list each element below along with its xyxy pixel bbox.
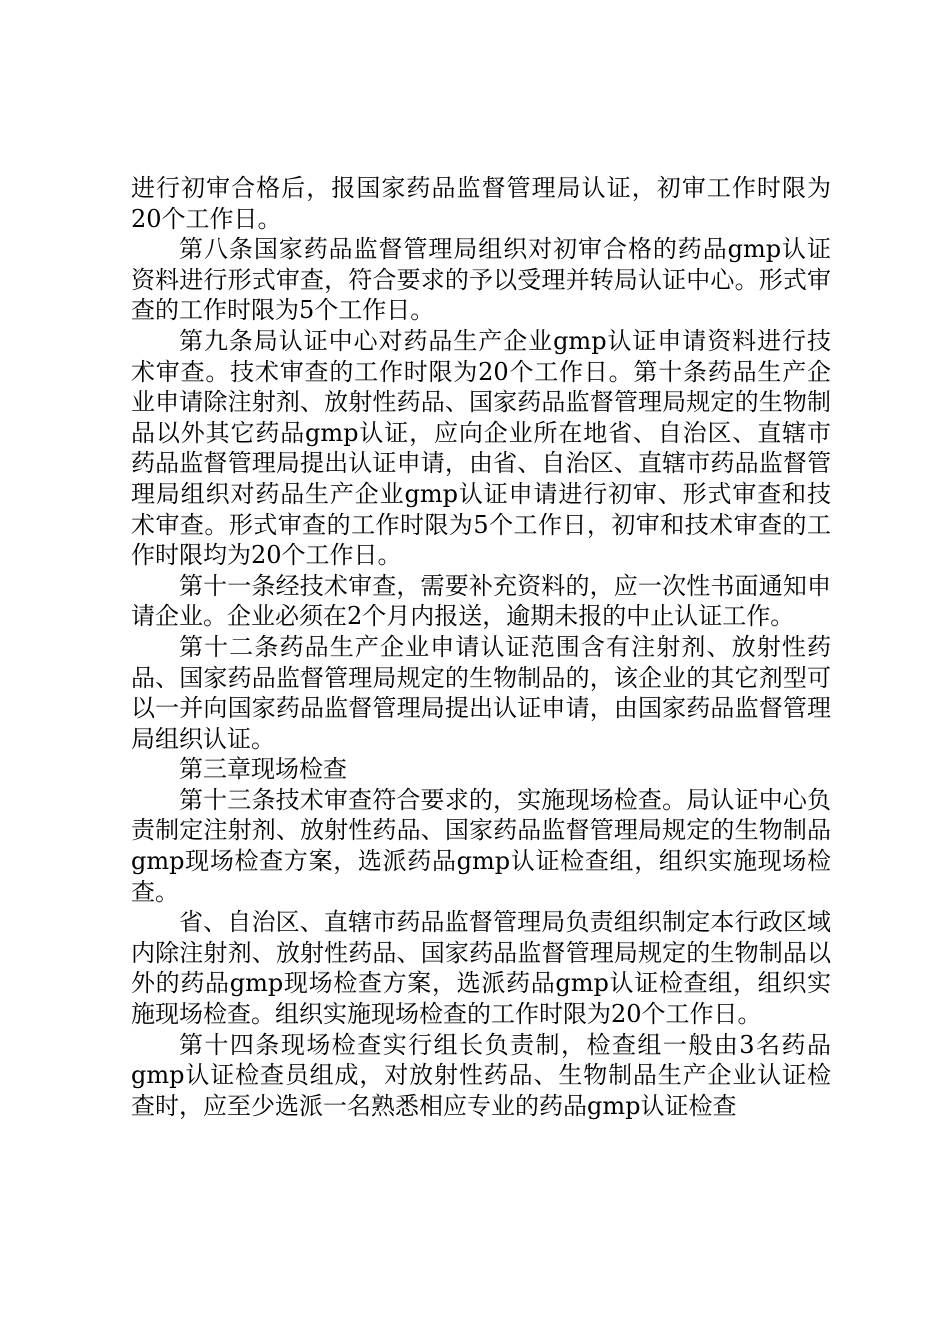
paragraph-article-12: 第十二条药品生产企业申请认证范围含有注射剂、放射性药品、国家药品监督管理局规定的生物制品的，该企业的其它剂型可以一并向国家药品监督管理局提出认证申请，由国家药品监督管理局组织认证。 (131, 632, 831, 753)
paragraph-continuation: 进行初审合格后，报国家药品监督管理局认证，初审工作时限为20个工作日。 (131, 174, 831, 233)
paragraph-article-14: 第十四条现场检查实行组长负责制，检查组一般由3名药品gmp认证检查员组成，对放射性药品、生物制品生产企业认证检查时，应至少选派一名熟悉相应专业的药品gmp认证检查 (131, 1030, 831, 1120)
paragraph-article-13: 第十三条技术审查符合要求的，实施现场检查。局认证中心负责制定注射剂、放射性药品、国家药品监督管理局规定的生物制品gmp现场检查方案，选派药品gmp认证检查组，组织实施现场检查。 (131, 785, 831, 906)
document-body (131, 173, 831, 1121)
paragraph-article-11: 第十一条经技术审查，需要补充资料的，应一次性书面通知申请企业。企业必须在2个月内报送，逾期未报的中止认证工作。 (131, 571, 831, 631)
paragraph-provincial-inspection: 省、自治区、直辖市药品监督管理局负责组织制定本行政区域内除注射剂、放射性药品、国家药品监督管理局规定的生物制品以外的药品gmp现场检查方案，选派药品gmp认证检查组，组织实施现场检查。组织实施现场检查的工作时限为20个工作日。 (131, 908, 831, 1029)
paragraph-article-9-10: 第九条局认证中心对药品生产企业gmp认证申请资料进行技术审查。技术审查的工作时限为20个工作日。第十条药品生产企业申请除注射剂、放射性药品、国家药品监督管理局规定的生物制品以外其它药品gmp认证，应向企业所在地省、自治区、直辖市药品监督管理局提出认证申请，由省、自治区、直辖市药品监督管理局组织对药品生产企业gmp认证申请进行初审、形式审查和技术审查。形式审查的工作时限为5个工作日，初审和技术审查的工作时限均为20个工作日。 (131, 326, 831, 570)
chapter-heading: 第三章现场检查 (179, 755, 347, 784)
paragraph-article-8: 第八条国家药品监督管理局组织对初审合格的药品gmp认证资料进行形式审查，符合要求的予以受理并转局认证中心。形式审查的工作时限为5个工作日。 (131, 235, 831, 325)
